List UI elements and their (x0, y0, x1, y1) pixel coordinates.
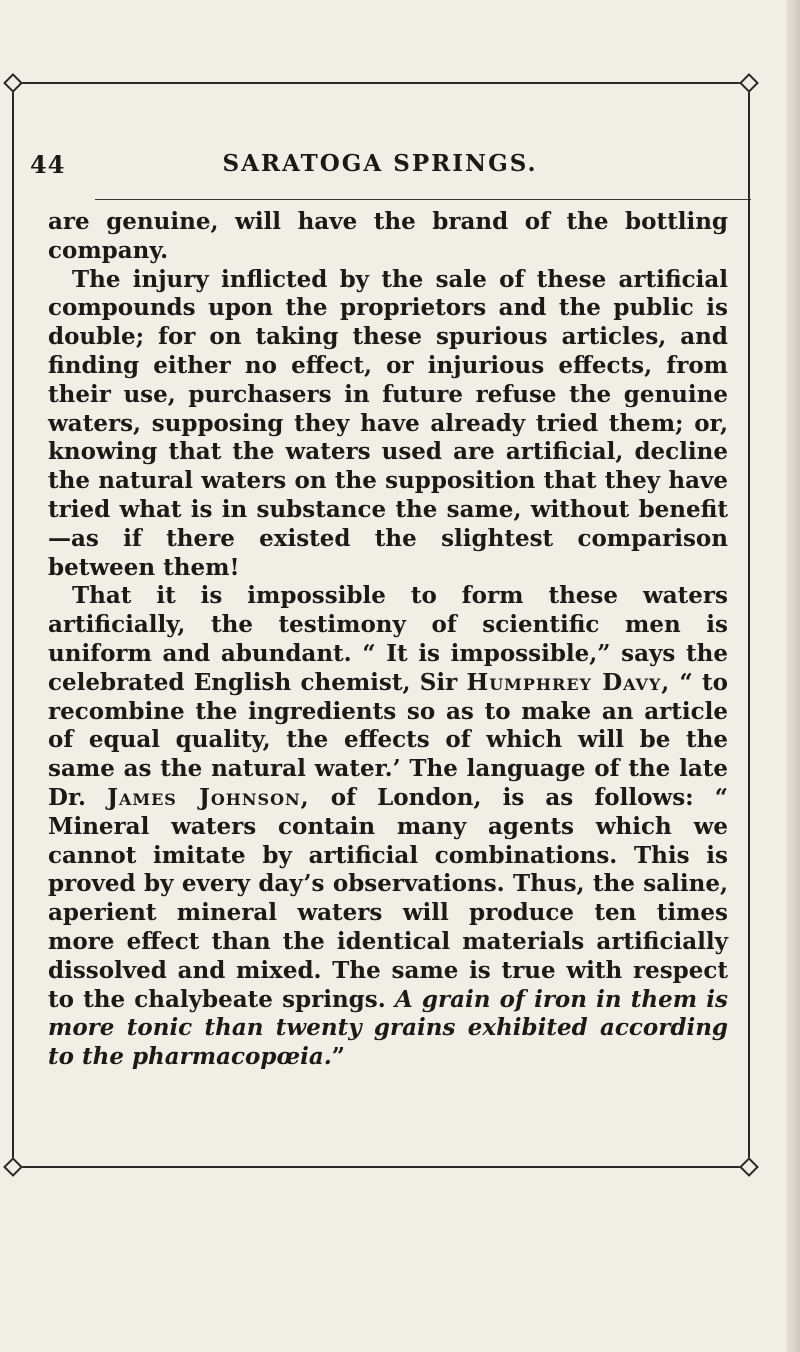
corner-ornament-top-right (739, 73, 759, 93)
running-title: SARATOGA SPRINGS. (222, 150, 538, 177)
frame-right-rule (748, 84, 750, 1167)
body-text (48, 208, 728, 1072)
paragraph-2: The injury inflicted by the sale of these artificial compounds upon the proprietors and the public is double; for on taking these spurious articles, and finding either no effect, or injurious effects, from their use, purchasers in future refuse the genuine waters, supposing they have already tried them; or, knowing that the waters used are artificial, decline the natural waters on the supposition that they have tried what is in substance the same, without benefit—as if there existed the slightest comparison between them! (48, 265, 728, 581)
corner-ornament-bottom-left (3, 1157, 23, 1177)
paragraph-3-text-3: of London, is as follows: “ Mineral waters contain many agents which we cannot imitate by artificial combinations. This is proved by every day’s observations. Thus, the saline, aperient mineral waters will produce ten times more effect than the identical materials artificially dissolved and mixed. The same is true with respect to the chalybeate springs. (48, 783, 728, 1013)
closing-quote: ” (331, 1043, 345, 1071)
corner-ornament-bottom-right (739, 1157, 759, 1177)
page-number: 44 (30, 150, 66, 179)
italic-quote: A grain of iron in them is more tonic than twenty grains exhibited according to the pharmacopœia. (48, 985, 728, 1071)
header-rule (95, 199, 751, 200)
page-edge-shadow (786, 0, 800, 1352)
paragraph-1: are genuine, will have the brand of the bottling company. (48, 208, 728, 264)
corner-ornament-top-left (3, 73, 23, 93)
frame-top-rule (12, 82, 750, 84)
paragraph-3-text-2: “ to recombine the ingredients so as to make an article of equal quality, the effects of which will be the same as the natural water.’ The language of the late Dr. (48, 668, 728, 811)
name-humphrey-davy: Humphrey Davy, (466, 668, 671, 696)
running-head (30, 150, 730, 184)
frame-left-rule (12, 84, 14, 1167)
frame-bottom-rule (12, 1166, 750, 1168)
name-james-johnson: James Johnson, (107, 783, 310, 811)
paragraph-3-text-1: That it is impossible to form these waters artificially, the testimony of scientific men is uniform and abundant. “ It is impossible,” says the celebrated English chemist, Sir (48, 582, 728, 696)
paragraph-3 (48, 582, 728, 1072)
